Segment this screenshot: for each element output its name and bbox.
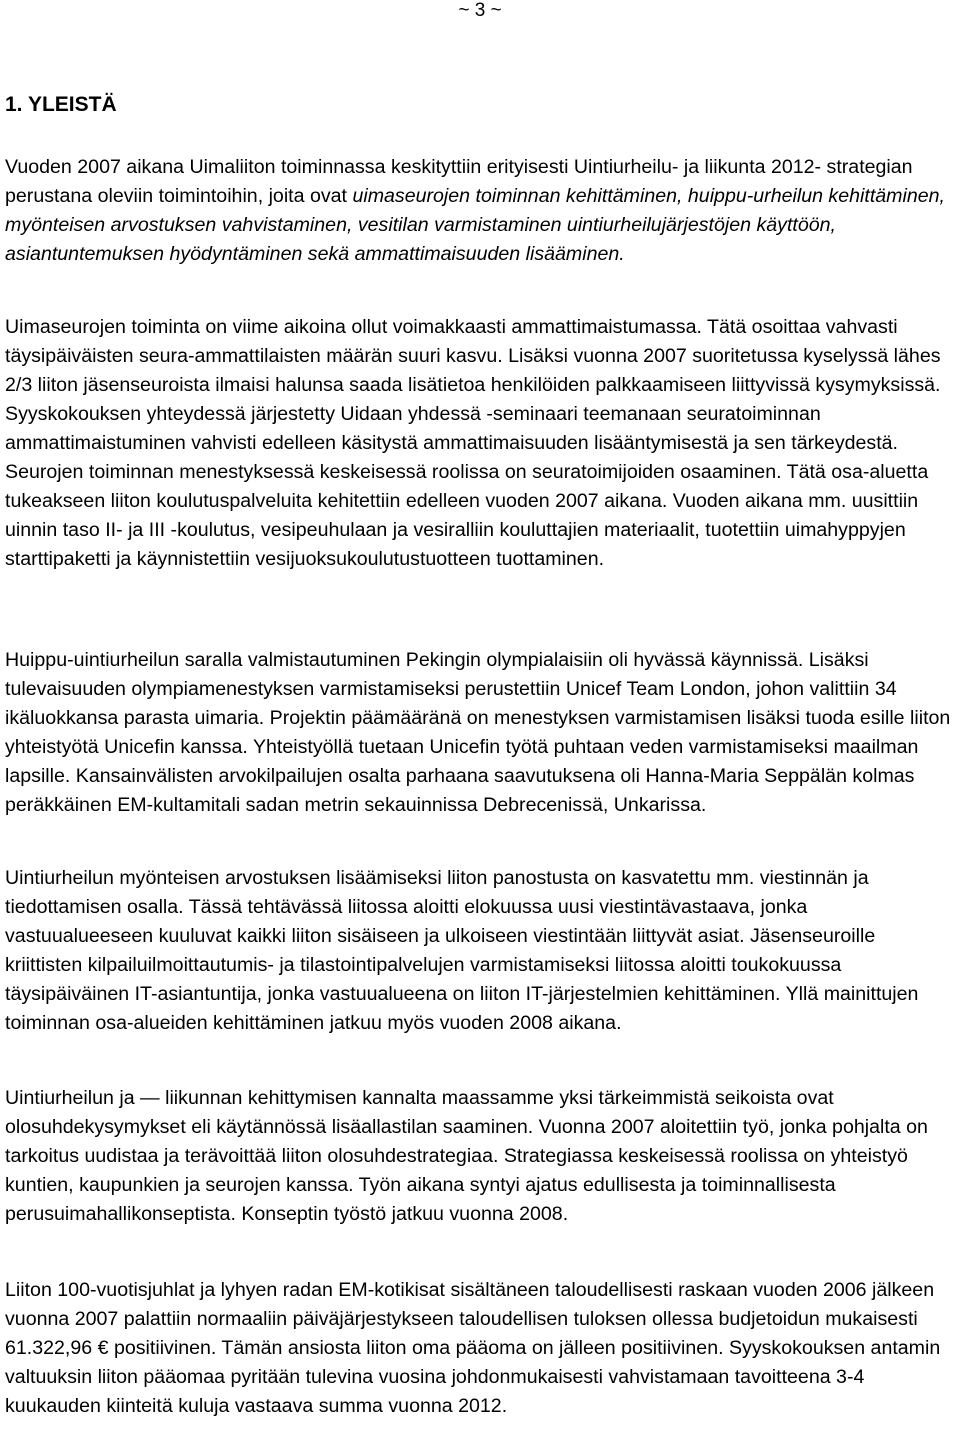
- paragraph-club-professionalism: Uimaseurojen toiminta on viime aikoina ollut voimakkaasti ammattimaistumassa. Tätä osoittaa vahvasti täysipäiväisten seura-ammattilaisten määrän suuri kasvu. Lisäksi vuonna 2007 suoritetussa kyselyssä lähes 2/3 liiton jäsenseuroista ilmaisi halunsa saada lisätietoa henkilöiden palkkaamiseen liittyvissä kysymyksissä. Syyskokouksen yhteydessä järjestetty Uidaan yhdessä -seminaari teemanaan seuratoiminnan ammattimaistuminen vahvisti edelleen käsitystä ammattimaisuuden lisääntymisestä ja sen tärkeydestä. Seurojen toiminnan menestyksessä keskeisessä roolissa on seuratoimijoiden osaaminen. Tätä osa-aluetta tukeakseen liiton koulutuspalveluita kehitettiin edelleen vuoden 2007 aikana. Vuoden aikana mm. uusittiin uinnin taso II- ja III -koulutus, vesipeuhulaan ja vesiralliin kouluttajien materiaalit, tuotettiin uimahyppyjen starttipaketti ja käynnistettiin vesijuoksukoulutustuotteen tuottaminen.: [5, 316, 941, 570]
- paragraph-facilities: Uintiurheilun ja — liikunnan kehittymisen kannalta maassamme yksi tärkeimmistä seikoista ovat olosuhdekysymykset eli käytännössä lisäallastilan saaminen. Vuonna 2007 aloitettiin työ, jonka pohjalta on tarkoitus uudistaa ja terävoittää liiton olosuhdestrategiaa. Strategiassa keskeisessä roolissa on yhteistyö kuntien, kaupunkien ja seurojen kanssa. Työn aikana syntyi ajatus edullisesta ja toiminnallisesta perusuimahallikonseptista. Konseptin työstö jatkuu vuonna 2008.: [5, 1087, 928, 1225]
- paragraph-intro: [5, 153, 955, 269]
- paragraph-finances: Liiton 100-vuotisjuhlat ja lyhyen radan EM-kotikisat sisältäneen taloudellisesti raskaan vuoden 2006 jälkeen vuonna 2007 palattiin normaaliin päiväjärjestykseen taloudellisen tuloksen ollessa budjetoidun mukaisesti 61.322,96 € positiivinen. Tämän ansiosta liiton oma pääoma on jälleen positiivinen. Syyskokouksen antamin valtuuksin liiton pääomaa pyritään tulevina vuosina johdonmukaisesti vahvistamaan tavoitteena 3-4 kuukauden kiinteitä kuluja vastaava summa vuonna 2012.: [5, 1279, 941, 1417]
- paragraph-intro-plain: Vuoden 2007 aikana Uimaliiton toiminnassa keskityttiin erityisesti Uintiurheilu- ja liikunta 2012- strategian perustana oleviin toimintoihin, joita ovat: [5, 156, 913, 207]
- paragraph-communications: Uintiurheilun myönteisen arvostuksen lisäämiseksi liiton panostusta on kasvatettu mm. viestinnän ja tiedottamisen osalla. Tässä tehtävässä liitossa aloitti elokuussa uusi viestintävastaava, jonka vastuualueeseen kuuluvat kaikki liiton sisäiseen ja ulkoiseen viestintään liittyvät asiat. Jäsenseuroille kriittisten kilpailuilmoittautumis- ja tilastointipalvelujen varmistamiseksi liitossa aloitti toukokuussa täysipäiväinen IT-asiantuntija, jonka vastuualueena on liiton IT-järjestelmien kehittäminen. Yllä mainittujen toiminnan osa-alueiden kehittäminen jatkuu myös vuoden 2008 aikana.: [5, 867, 919, 1034]
- page-number: ~ 3 ~: [458, 0, 502, 21]
- paragraph-intro-italic: uimaseurojen toiminnan kehittäminen, huippu-urheilun kehittäminen, myönteisen arvostuksen vahvistaminen, vesitilan varmistaminen uintiurheilujärjestöjen käyttöön, asiantuntemuksen hyödyntäminen sekä ammattimaisuuden lisääminen.: [5, 185, 945, 265]
- paragraph-elite-swimming: Huippu-uintiurheilun saralla valmistautuminen Pekingin olympialaisiin oli hyvässä käynnissä. Lisäksi tulevaisuuden olympiamenestyksen varmistamiseksi perustettiin Unicef Team London, johon valittiin 34 ikäluokkansa parasta uimaria. Projektin päämääränä on menestyksen varmistamisen lisäksi tuoda esille liiton yhteistyötä Unicefin kanssa. Yhteistyöllä tuetaan Unicefin työtä puhtaan veden varmistamiseksi maailman lapsille. Kansainvälisten arvokilpailujen osalta parhaana saavutuksena oli Hanna-Maria Seppälän kolmas peräkkäinen EM-kultamitali sadan metrin sekauinnissa Debrecenissä, Unkarissa.: [5, 649, 951, 816]
- section-heading: 1. YLEISTÄ: [5, 93, 117, 116]
